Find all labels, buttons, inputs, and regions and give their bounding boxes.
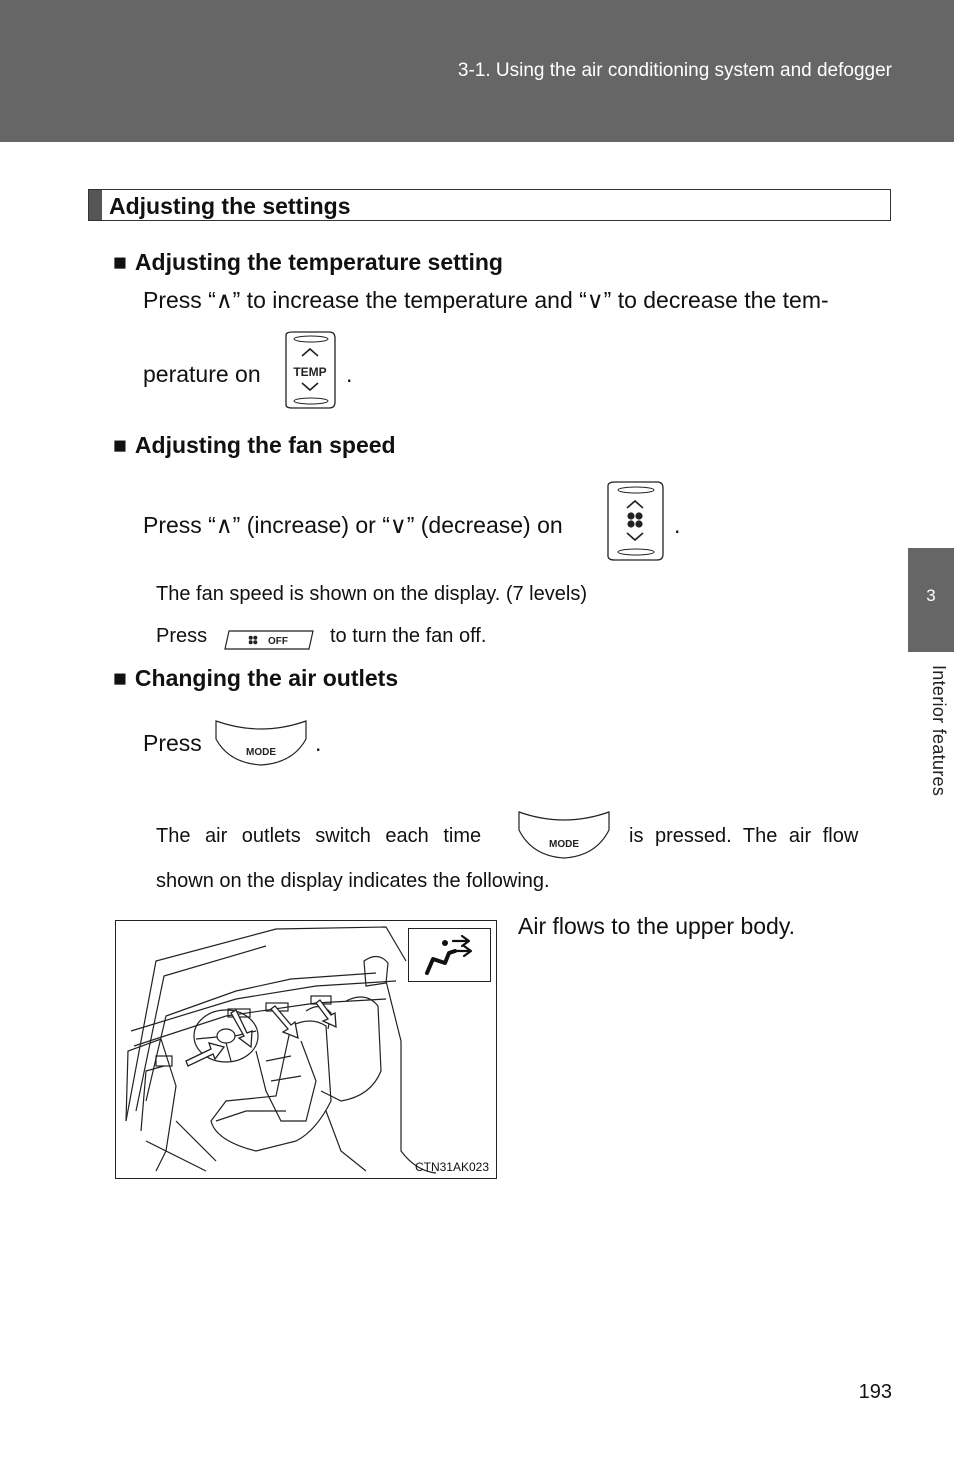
temperature-heading-text: Adjusting the temperature setting xyxy=(134,249,503,275)
square-bullet-icon: ■ xyxy=(113,249,127,275)
section-title xyxy=(88,189,891,221)
face-airflow-icon xyxy=(408,928,491,982)
chapter-number: 3 xyxy=(926,586,936,605)
page-number: 193 xyxy=(858,1381,892,1403)
outlets-note-prefix: The air outlets switch each time xyxy=(156,825,482,847)
square-bullet-icon: ■ xyxy=(113,432,127,458)
outlets-heading-text: Changing the air outlets xyxy=(134,665,399,691)
page-header xyxy=(0,0,954,142)
fan-line-prefix: Press “∧” (increase) or “∨” (decrease) on xyxy=(143,512,563,538)
chapter-label: Interior features xyxy=(929,665,949,797)
fan-note2-suffix: to turn the fan off. xyxy=(330,625,487,647)
chapter-tab xyxy=(908,548,954,652)
temperature-heading xyxy=(113,249,503,276)
square-bullet-icon: ■ xyxy=(113,665,127,691)
figure-code: CTN31AK023 xyxy=(414,1160,489,1174)
mode-button-icon xyxy=(213,717,309,767)
chapter-title: 3-1. Using the air conditioning system and defogger xyxy=(457,60,892,81)
fan-note1: The fan speed is shown on the display. (7 levels) xyxy=(156,583,587,605)
temp-button-icon xyxy=(283,330,338,410)
outlets-note-suffix: is pressed. The air flow xyxy=(629,825,859,847)
outlets-note-line2: shown on the display indicates the following. xyxy=(156,870,550,892)
section-title-text: Adjusting the settings xyxy=(109,193,351,219)
fan-speed-button-icon xyxy=(605,480,665,562)
temperature-line2-prefix: perature on xyxy=(143,361,261,387)
outlets-press-suffix: . xyxy=(315,730,322,756)
off-button-label: OFF xyxy=(268,636,288,647)
car-interior-illustration xyxy=(115,920,497,1179)
mode-button-label: MODE xyxy=(549,839,579,850)
fan-heading-text: Adjusting the fan speed xyxy=(134,432,396,458)
mode-button-label: MODE xyxy=(246,747,276,758)
section-title-bar xyxy=(89,190,102,220)
fan-off-button-icon xyxy=(223,629,315,651)
outlets-press-prefix: Press xyxy=(143,730,202,756)
fan-note2-prefix: Press xyxy=(156,625,208,647)
outlets-heading xyxy=(113,665,398,692)
fan-line-suffix: . xyxy=(674,512,681,538)
temperature-line1: Press “∧” to increase the temperature and “∨” to decrease the tem- xyxy=(143,287,829,313)
fan-heading xyxy=(113,432,396,459)
figure-caption: Air flows to the upper body. xyxy=(518,913,795,939)
temperature-line2-suffix: . xyxy=(346,361,353,387)
temp-button-label: TEMP xyxy=(293,365,327,379)
mode-button-icon xyxy=(516,808,612,860)
